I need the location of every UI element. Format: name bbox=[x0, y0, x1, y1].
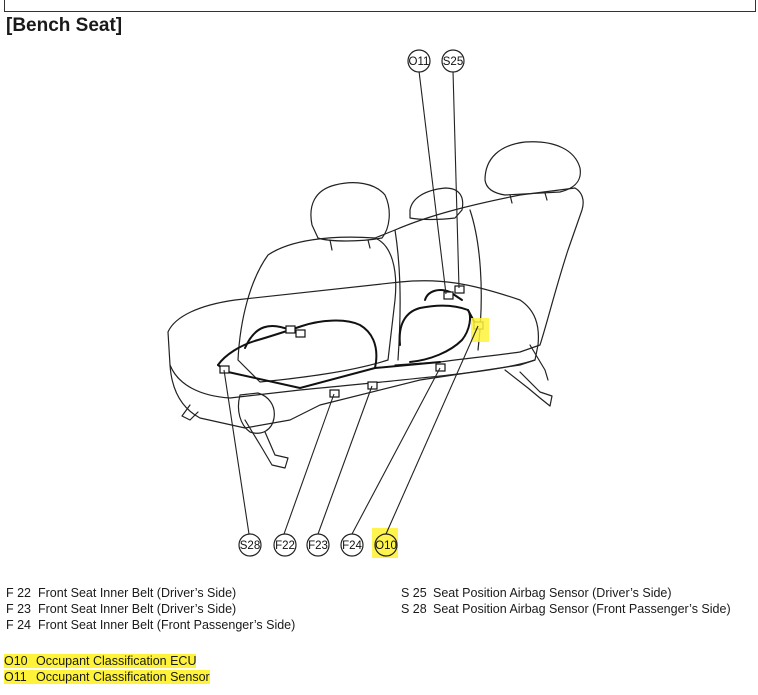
legend-item bbox=[6, 601, 295, 617]
legend-right bbox=[401, 585, 731, 617]
connector-f22 bbox=[330, 390, 339, 397]
legend-item bbox=[4, 669, 210, 685]
callout-f22-label: F22 bbox=[275, 540, 295, 552]
legend-item bbox=[401, 601, 731, 617]
harness-right bbox=[400, 306, 470, 362]
leader-s25 bbox=[453, 71, 459, 288]
callout-f23 bbox=[307, 534, 329, 556]
leader-f24 bbox=[352, 368, 440, 534]
seat-leg bbox=[530, 345, 548, 380]
seat-rail-back bbox=[182, 405, 198, 420]
callout-s28 bbox=[239, 534, 261, 556]
callout-f23-label: F23 bbox=[308, 540, 328, 552]
backrest-left bbox=[238, 237, 396, 382]
leader-o11 bbox=[419, 71, 446, 294]
connector-left-a bbox=[286, 326, 295, 333]
legend-code: S 25 bbox=[401, 586, 427, 600]
highlight-ecu-mark bbox=[471, 318, 489, 342]
callout-o10-label: O10 bbox=[375, 540, 397, 552]
legend-label: Front Seat Inner Belt (Driver’s Side) bbox=[38, 602, 237, 616]
legend-code: O11 bbox=[4, 670, 27, 684]
connector-f24 bbox=[436, 364, 445, 371]
legend-code: F 22 bbox=[6, 586, 32, 600]
legend-code: S 28 bbox=[401, 602, 427, 616]
legend-item bbox=[6, 585, 295, 601]
callout-o11 bbox=[408, 50, 430, 72]
seat-rail-right bbox=[505, 370, 552, 406]
legend-label: Occupant Classification ECU bbox=[36, 654, 197, 668]
connector-f23 bbox=[368, 382, 377, 389]
headrest-right bbox=[485, 142, 580, 195]
legend-code: F 24 bbox=[6, 618, 32, 632]
callout-s28-label: S28 bbox=[239, 540, 261, 552]
callout-s25 bbox=[442, 50, 464, 72]
legend-label: Front Seat Inner Belt (Driver’s Side) bbox=[38, 586, 237, 600]
legend-label: Seat Position Airbag Sensor (Front Passenger’s Side) bbox=[433, 602, 731, 616]
callout-f24 bbox=[341, 534, 363, 556]
legend-code: F 23 bbox=[6, 602, 32, 616]
legend-highlighted bbox=[4, 653, 210, 685]
leader-f22 bbox=[284, 394, 334, 534]
connector-left-b bbox=[296, 330, 305, 337]
harness-under bbox=[218, 362, 440, 388]
callout-f22 bbox=[274, 534, 296, 556]
legend-item bbox=[6, 617, 295, 633]
legend-code: O10 bbox=[4, 654, 28, 668]
legend-label: Front Seat Inner Belt (Front Passenger’s Side) bbox=[38, 618, 296, 632]
headrest-left bbox=[311, 183, 389, 241]
section-title: [Bench Seat] bbox=[6, 15, 123, 36]
legend-item bbox=[401, 585, 731, 601]
callout-f24-label: F24 bbox=[342, 540, 362, 552]
legend-label: Seat Position Airbag Sensor (Driver’s Side) bbox=[433, 586, 672, 600]
legend-left bbox=[6, 585, 295, 633]
callout-o11-label: O11 bbox=[408, 56, 430, 68]
legend-label: Occupant Classification Sensor bbox=[36, 670, 210, 684]
legend-item bbox=[4, 653, 210, 669]
callout-s25-label: S25 bbox=[442, 56, 464, 68]
